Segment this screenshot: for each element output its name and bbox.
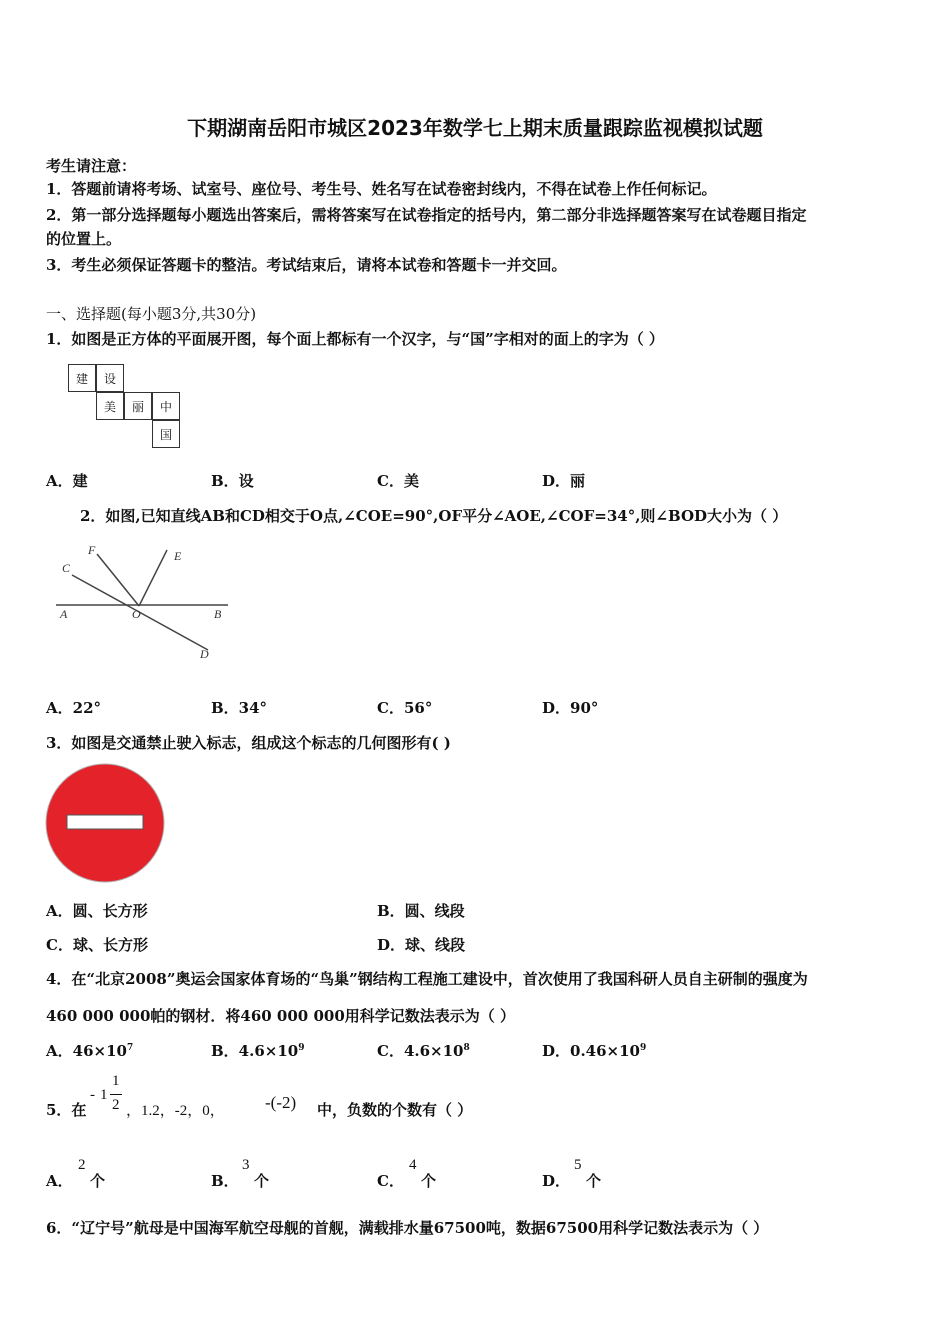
mixed-number-sign: -	[90, 1087, 95, 1103]
number-list: ，1.2，-2，0，	[126, 1103, 225, 1119]
option-c-unit: 个	[421, 1172, 437, 1190]
notice-heading: 考生请注意：	[46, 157, 137, 175]
option-label: A．46×10	[46, 1042, 127, 1060]
question-5-suffix: 中，负数的个数有（ ）	[317, 1101, 473, 1119]
sign-bar	[67, 815, 143, 829]
label-a: A	[60, 607, 68, 621]
notice-item: 2．第一部分选择题每小题选出答案后，需将答案写在试卷指定的括号内，第二部分非选择题答案写在试卷题目指定	[46, 206, 807, 224]
option-b-letter[interactable]: B．	[211, 1172, 239, 1190]
question-2-stem: 2．如图,已知直线AB和CD相交于O点,∠COE=90°,OF平分∠AOE,∠COF=34°,则∠BOD大小为（ ）	[80, 507, 788, 525]
option-c[interactable]: C．56°	[377, 699, 433, 717]
expression: -(-2)	[265, 1093, 297, 1112]
option-d[interactable]: D．丽	[542, 472, 586, 490]
intersecting-lines-figure	[50, 540, 240, 665]
net-cell: 国	[152, 420, 180, 448]
fraction-denominator: 2	[112, 1097, 120, 1113]
option-d-number: 5	[574, 1157, 582, 1173]
option-a-number: 2	[78, 1157, 86, 1173]
option-b[interactable]	[211, 1040, 304, 1061]
net-cell: 建	[68, 364, 96, 392]
option-a[interactable]: A．22°	[46, 699, 102, 717]
option-d[interactable]	[542, 1040, 646, 1061]
label-c: C	[62, 561, 71, 575]
label-e: E	[174, 549, 182, 563]
option-d[interactable]: D．90°	[542, 699, 599, 717]
option-b-number: 3	[242, 1157, 250, 1173]
question-5-prefix: 5．在	[46, 1101, 87, 1119]
option-label: C．4.6×10	[377, 1042, 464, 1060]
fraction-numerator: 1	[112, 1073, 120, 1089]
option-b[interactable]: B．圆、线段	[377, 902, 465, 920]
question-1-stem: 1．如图是正方体的平面展开图，每个面上都标有一个汉字，与“国”字相对的面上的字为（ ）	[46, 330, 664, 348]
label-b: B	[214, 607, 222, 621]
option-c[interactable]: C．美	[377, 472, 419, 490]
option-exponent: 9	[298, 1043, 305, 1053]
notice-item: 1．答题前请将考场、试室号、座位号、考生号、姓名写在试卷密封线内，不得在试卷上作任何标记。	[46, 180, 717, 198]
no-entry-sign-figure	[44, 762, 166, 884]
option-exponent: 7	[126, 1043, 134, 1053]
ray-of	[97, 554, 139, 606]
question-6-stem: 6．“辽宁号”航母是中国海军航空母舰的首舰，满载排水量67500吨，数据67500用科学记数法表示为（ ）	[46, 1219, 769, 1237]
notice-item: 的位置上。	[46, 230, 122, 248]
section-heading: 一、选择题(每小题3分,共30分)	[46, 305, 257, 323]
option-a[interactable]: A．建	[46, 472, 88, 490]
question-3-stem: 3．如图是交通禁止驶入标志，组成这个标志的几何图形有( )	[46, 734, 451, 752]
fraction-bar	[110, 1094, 122, 1095]
label-d: D	[200, 647, 209, 661]
notice-item: 3．考生必须保证答题卡的整洁。考试结束后，请将本试卷和答题卡一并交回。	[46, 256, 567, 274]
option-label: B．4.6×10	[211, 1042, 299, 1060]
ray-oe	[139, 550, 167, 606]
label-f: F	[88, 543, 96, 557]
option-c-letter[interactable]: C．	[377, 1172, 404, 1190]
option-a-letter[interactable]: A．	[46, 1172, 73, 1190]
net-cell: 美	[96, 392, 124, 420]
page-title: 下期湖南岳阳市城区2023年数学七上期末质量跟踪监视模拟试题	[187, 116, 763, 140]
option-c[interactable]: C．球、长方形	[46, 936, 148, 954]
option-d-letter[interactable]: D．	[542, 1172, 571, 1190]
option-c-number: 4	[409, 1157, 417, 1173]
net-cell: 丽	[124, 392, 152, 420]
option-d-unit: 个	[586, 1172, 602, 1190]
option-b-unit: 个	[254, 1172, 270, 1190]
option-b[interactable]: B．设	[211, 472, 254, 490]
option-c[interactable]	[377, 1040, 470, 1061]
question-4-stem: 460 000 000帕的钢材．将460 000 000用科学记数法表示为（ ）	[46, 1007, 515, 1025]
net-cell: 中	[152, 392, 180, 420]
option-a[interactable]: A．圆、长方形	[46, 902, 148, 920]
mixed-number-whole: 1	[100, 1087, 108, 1103]
option-exponent: 9	[639, 1043, 647, 1053]
option-a-unit: 个	[90, 1172, 106, 1190]
option-exponent: 8	[463, 1043, 470, 1053]
net-cell: 设	[96, 364, 124, 392]
label-o: O	[132, 607, 141, 621]
cube-net-figure	[68, 364, 188, 454]
question-4-stem: 4．在“北京2008”奥运会国家体育场的“鸟巢”钢结构工程施工建设中，首次使用了我国科研人员自主研制的强度为	[46, 970, 808, 988]
option-b[interactable]: B．34°	[211, 699, 268, 717]
option-label: D．0.46×10	[542, 1042, 640, 1060]
option-d[interactable]: D．球、线段	[377, 936, 466, 954]
option-a[interactable]	[46, 1040, 133, 1061]
